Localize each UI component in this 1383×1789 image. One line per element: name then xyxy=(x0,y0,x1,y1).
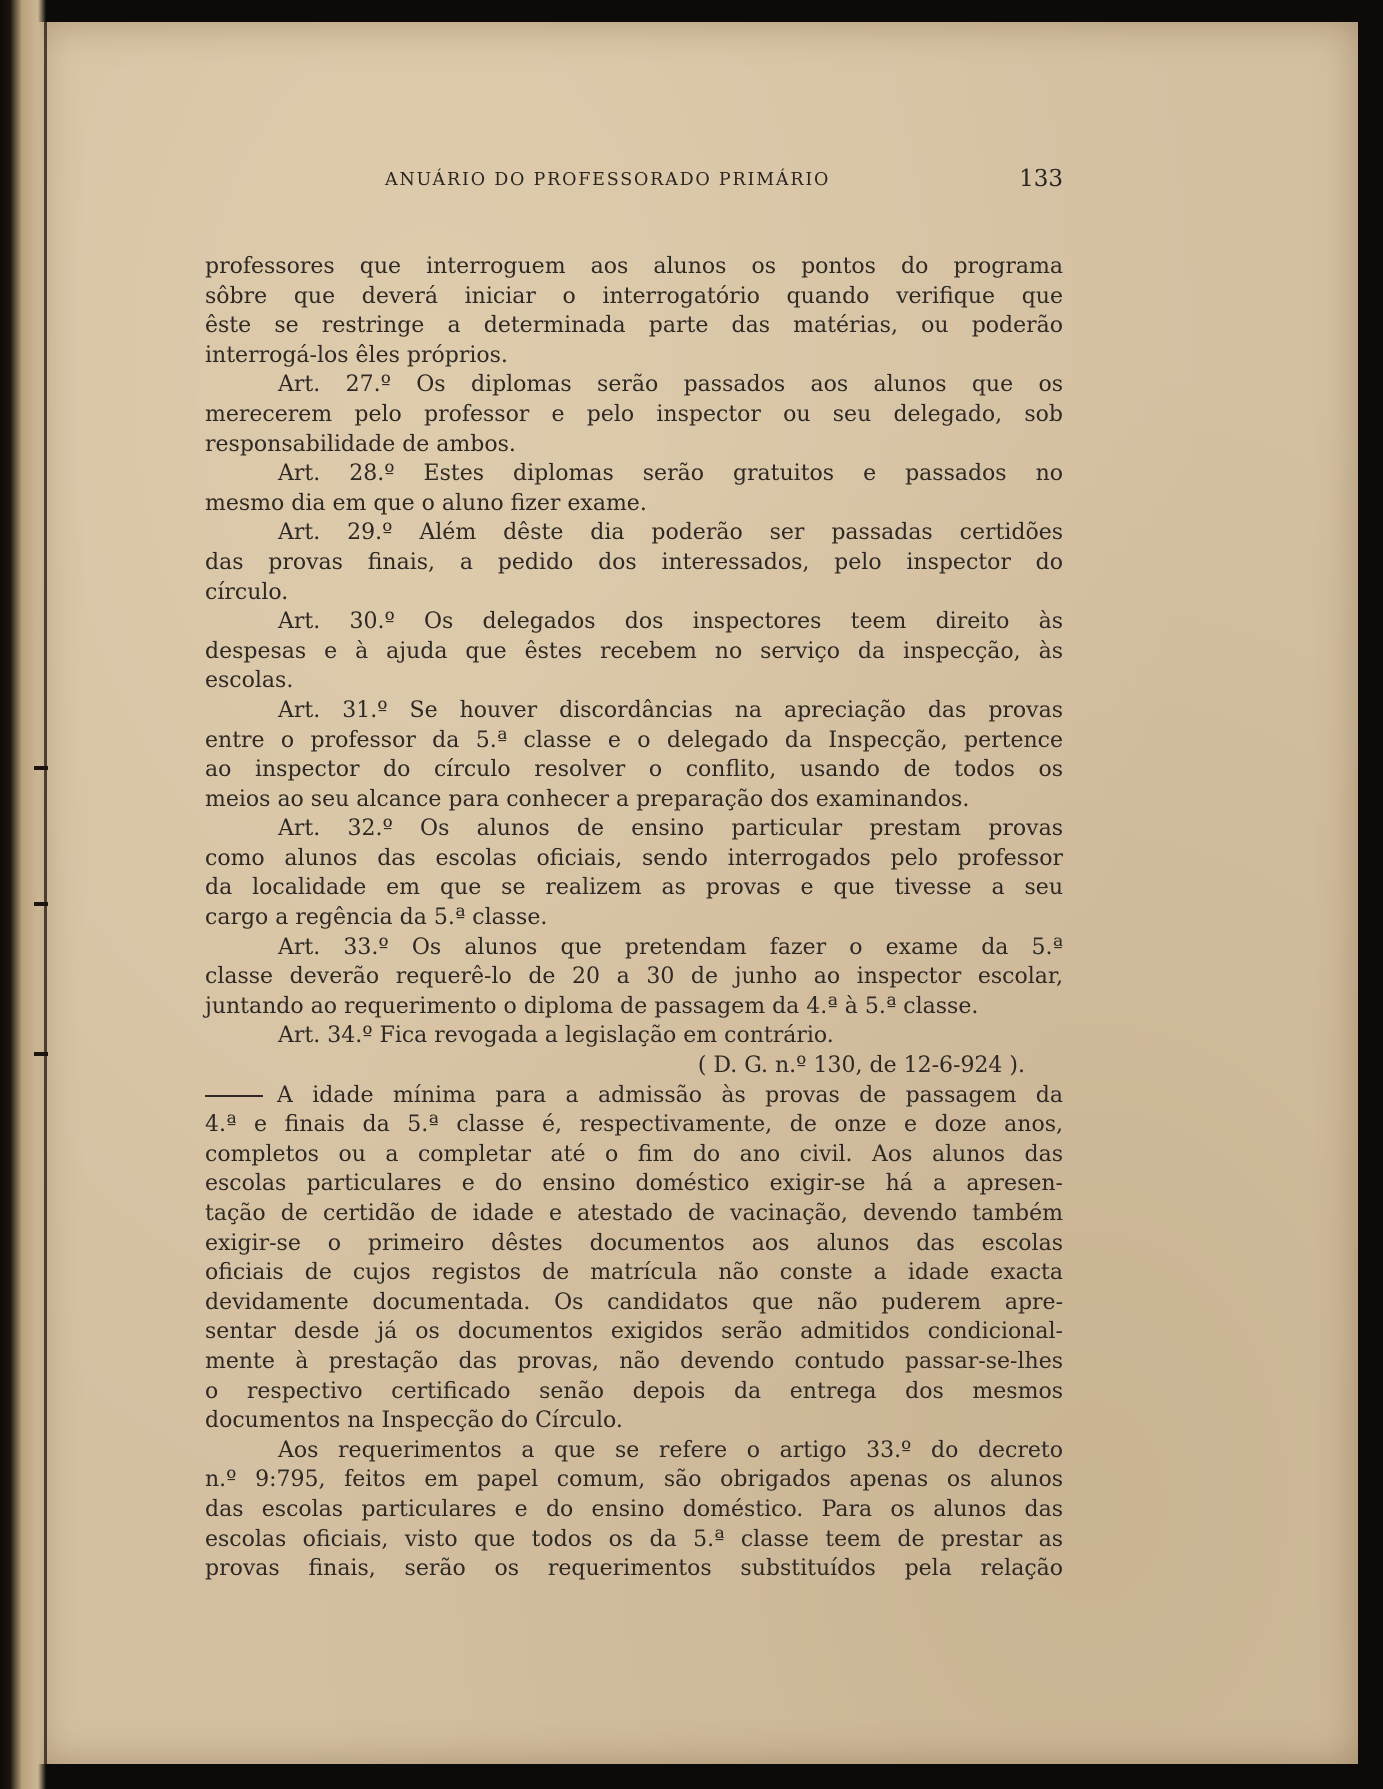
page-body-text xyxy=(205,252,1063,1584)
note-text-line xyxy=(205,1554,1063,1584)
article-text-line xyxy=(205,430,1063,460)
note-text-line xyxy=(205,1377,1063,1407)
text-line-content: 4.ª e finais da 5.ª classe é, respectivamente, de onze e doze anos, xyxy=(205,1112,1063,1138)
article-text-line xyxy=(205,370,1063,400)
text-line-content: mente à prestação das provas, não devendo contudo passar-se-lhes xyxy=(205,1348,1063,1374)
text-line-content: interrogá-los êles próprios. xyxy=(205,342,508,368)
article-text-line xyxy=(205,637,1063,667)
text-line-content: Art. 27.º Os diplomas serão passados aos alunos que os xyxy=(278,372,1063,398)
text-line-content: Art. 28.º Estes diplomas serão gratuitos e passados no xyxy=(278,461,1063,487)
article-text-line xyxy=(205,578,1063,608)
decree-citation: ( D. G. n.º 130, de 12-6-924 ). xyxy=(697,1053,1025,1079)
article-text-line xyxy=(205,785,1063,815)
running-header xyxy=(205,166,1063,196)
text-line-content: merecerem pelo professor e pelo inspector ou seu delegado, sob xyxy=(205,401,1063,427)
article-text-line xyxy=(205,400,1063,430)
dash-rule xyxy=(205,1095,263,1097)
note-text-line xyxy=(205,1406,1063,1436)
text-line-content: das provas finais, a pedido dos interessados, pelo inspector do xyxy=(205,549,1063,575)
note-text-line xyxy=(205,1288,1063,1318)
text-line-content: mesmo dia em que o aluno fizer exame. xyxy=(205,490,647,516)
article-text-line xyxy=(205,518,1063,548)
article-text-line xyxy=(205,696,1063,726)
article-text-line xyxy=(205,873,1063,903)
article-text-line xyxy=(205,548,1063,578)
note-text-line xyxy=(205,1169,1063,1199)
text-line-content: sentar desde já os documentos exigidos serão admitidos condicional- xyxy=(205,1319,1063,1345)
text-line-content: despesas e à ajuda que êstes recebem no serviço da inspecção, às xyxy=(205,638,1063,664)
running-title: ANUÁRIO DO PROFESSORADO PRIMÁRIO xyxy=(385,170,831,190)
margin-mark xyxy=(34,1052,48,1056)
text-line-content: ao inspector do círculo resolver o conflito, usando de todos os xyxy=(205,757,1063,783)
article-text-line xyxy=(205,489,1063,519)
page-number: 133 xyxy=(1019,166,1063,192)
article-text-line xyxy=(205,459,1063,489)
text-line-content: como alunos das escolas oficiais, sendo interrogados pelo professor xyxy=(205,845,1063,871)
text-line-content: devidamente documentada. Os candidatos que não puderem apre- xyxy=(205,1289,1063,1315)
text-line-content: escolas. xyxy=(205,668,294,694)
note-text-line xyxy=(205,1229,1063,1259)
note-text-line xyxy=(205,1140,1063,1170)
article-text-line xyxy=(205,252,1063,282)
article-text-line xyxy=(205,1021,1063,1051)
text-line-content: tação de certidão de idade e atestado de vacinação, devendo também xyxy=(205,1201,1063,1226)
margin-mark xyxy=(34,902,48,906)
text-line-content: juntando ao requerimento o diploma de passagem da 4.ª à 5.ª classe. xyxy=(205,993,979,1019)
text-line-content: exigir-se o primeiro dêstes documentos aos alunos das escolas xyxy=(205,1230,1063,1256)
note-text-line xyxy=(205,1317,1063,1347)
text-line-content: Aos requerimentos a que se refere o artigo 33.º do decreto xyxy=(278,1437,1063,1463)
text-line-content: A idade mínima para a admissão às provas de passagem da xyxy=(277,1082,1063,1108)
article-text-line xyxy=(205,282,1063,312)
article-text-line xyxy=(205,607,1063,637)
text-line-content: oficiais de cujos registos de matrícula não conste a idade exacta xyxy=(205,1260,1063,1286)
note-text-line xyxy=(205,1436,1063,1466)
article-text-line xyxy=(205,755,1063,785)
text-line-content: êste se restringe a determinada parte das matérias, ou poderão xyxy=(205,313,1063,339)
text-line-content: classe deverão requerê-lo de 20 a 30 de junho ao inspector escolar, xyxy=(205,964,1063,990)
text-line-content: documentos na Inspecção do Círculo. xyxy=(205,1408,623,1434)
article-text-line xyxy=(205,992,1063,1022)
text-line-content: o respectivo certificado senão depois da entrega dos mesmos xyxy=(205,1378,1063,1404)
text-line-content: Art. 30.º Os delegados dos inspectores teem direito às xyxy=(278,609,1063,635)
text-line-content: Art. 29.º Além dêste dia poderão ser passadas certidões xyxy=(278,520,1063,546)
text-line-content: Art. 32.º Os alunos de ensino particular prestam provas xyxy=(278,816,1063,842)
text-line-content: Art. 33.º Os alunos que pretendam fazer o exame da 5.ª xyxy=(278,934,1063,960)
text-line-content: da localidade em que se realizem as provas e que tivesse a seu xyxy=(205,875,1063,901)
article-text-line xyxy=(205,726,1063,756)
note-text-line xyxy=(205,1465,1063,1495)
text-line-content: sôbre que deverá iniciar o interrogatório quando verifique que xyxy=(205,283,1063,309)
article-text-line xyxy=(205,814,1063,844)
text-line-content: completos ou a completar até o fim do ano civil. Aos alunos das xyxy=(205,1141,1063,1167)
note-text-line xyxy=(205,1347,1063,1377)
note-text-line xyxy=(205,1199,1063,1229)
note-text-line xyxy=(205,1110,1063,1140)
text-line-content: círculo. xyxy=(205,579,289,605)
margin-mark xyxy=(34,766,48,770)
text-line-content: escolas particulares e do ensino doméstico exigir-se há a apresen- xyxy=(205,1171,1063,1197)
text-line-content: escolas oficiais, visto que todos os da 5.ª classe teem de prestar as xyxy=(205,1526,1063,1552)
text-line-content: das escolas particulares e do ensino doméstico. Para os alunos das xyxy=(205,1496,1063,1522)
article-text-line xyxy=(205,311,1063,341)
text-line-content: entre o professor da 5.ª classe e o delegado da Inspecção, pertence xyxy=(205,727,1063,753)
text-line-content: n.º 9:795, feitos em papel comum, são obrigados apenas os alunos xyxy=(205,1467,1063,1493)
article-text-line xyxy=(205,341,1063,371)
text-line-content: cargo a regência da 5.ª classe. xyxy=(205,905,548,931)
article-text-line xyxy=(205,903,1063,933)
text-line-content: professores que interroguem aos alunos os pontos do programa xyxy=(205,254,1063,279)
note-text-line xyxy=(205,1495,1063,1525)
text-line-content: Art. 31.º Se houver discordâncias na apreciação das provas xyxy=(278,697,1063,723)
note-text-line xyxy=(205,1525,1063,1555)
text-line-content: Art. 34.º Fica revogada a legislação em contrário. xyxy=(278,1023,834,1049)
article-text-line xyxy=(205,844,1063,874)
article-text-line xyxy=(205,962,1063,992)
spine-edge-line xyxy=(44,22,47,1764)
article-text-line xyxy=(205,666,1063,696)
article-text-line xyxy=(205,933,1063,963)
book-spine-shadow xyxy=(0,0,46,1789)
note-text-line xyxy=(205,1081,1063,1111)
text-line-content: meios ao seu alcance para conhecer a preparação dos examinandos. xyxy=(205,786,970,812)
note-text-line xyxy=(205,1258,1063,1288)
text-line-content: responsabilidade de ambos. xyxy=(205,431,516,457)
text-line-content: provas finais, serão os requerimentos substituídos pela relação xyxy=(205,1556,1063,1582)
